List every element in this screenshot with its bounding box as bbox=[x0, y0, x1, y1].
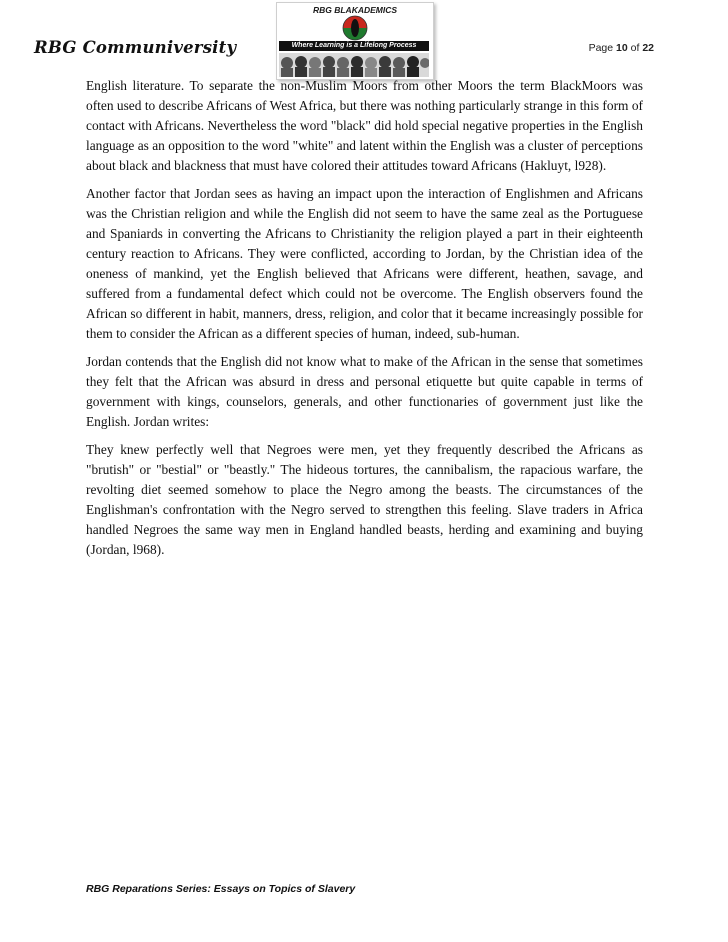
page-number bbox=[589, 42, 654, 54]
page-of: of bbox=[630, 42, 640, 54]
banner-title: RBG BLAKADEMICS bbox=[312, 5, 398, 15]
page-total: 22 bbox=[642, 42, 654, 54]
portrait-strip-icon bbox=[279, 53, 429, 77]
block-quote: They knew perfectly well that Negroes were men, yet they frequently described the Africans as "brutish" or "bestial" or "beastly." The hideous tortures, the cannibalism, the rapacious warfare, the revolting diet seemed somehow to place the Negro among the beasts. The circumstances of the Englishman's confrontation with the Negro served to strengthen this feeling. Slave traders in Africa handled Negroes the same way men in England handled beasts, herding and examining and buying (Jordan, l968). bbox=[86, 442, 643, 557]
document-body bbox=[86, 76, 643, 568]
footer-series-title: RBG Reparations Series: Essays on Topics of Slavery bbox=[86, 883, 356, 895]
page-current: 10 bbox=[616, 42, 628, 54]
page-label: Page bbox=[588, 42, 614, 54]
blakademics-logo-icon bbox=[335, 15, 375, 41]
header-banner bbox=[276, 2, 434, 80]
banner-tagline: Where Learning is a Lifelong Process bbox=[279, 41, 429, 51]
paragraph: Jordan contends that the English did not know what to make of the African in the sense that sometimes they felt that the African was absurd in dress and personal etiquette but quite capable in terms of government with kings, counselors, generals, and other functionaries of government just like the English. Jordan writes: bbox=[86, 354, 643, 429]
paragraph: English literature. To separate the non-Muslim Moors from other Moors the term BlackMoors was often used to describe Africans of West Africa, but there was nothing particularly strange in this form of contact with Africans. Nevertheless the word "black" did hold special negative properties in the English language as an opposition to the word "white" and latent within the English was a cluster of perceptions about black and blackness that must have colored their attitudes toward Africans (Hakluyt, l928). bbox=[86, 78, 643, 173]
header-title: RBG Communiversity bbox=[34, 38, 237, 57]
paragraph: Another factor that Jordan sees as having an impact upon the interaction of Englishmen and Africans was the Christian religion and while the English did not seem to have the same zeal as the Portuguese and Spaniards in converting the Africans to Christianity the religion played a part in their eighteenth century reaction to Africans. They were conflicted, according to Jordan, by the Christian idea of the oneness of mankind, yet the English believed that Africans were different, heathen, savage, and suffered from a fundamental defect which could not be overcome. The English observers found the African so different in habit, manners, dress, religion, and color that it became increasingly possible for them to consider the African as a different species of human, indeed, sub-human. bbox=[86, 186, 643, 341]
